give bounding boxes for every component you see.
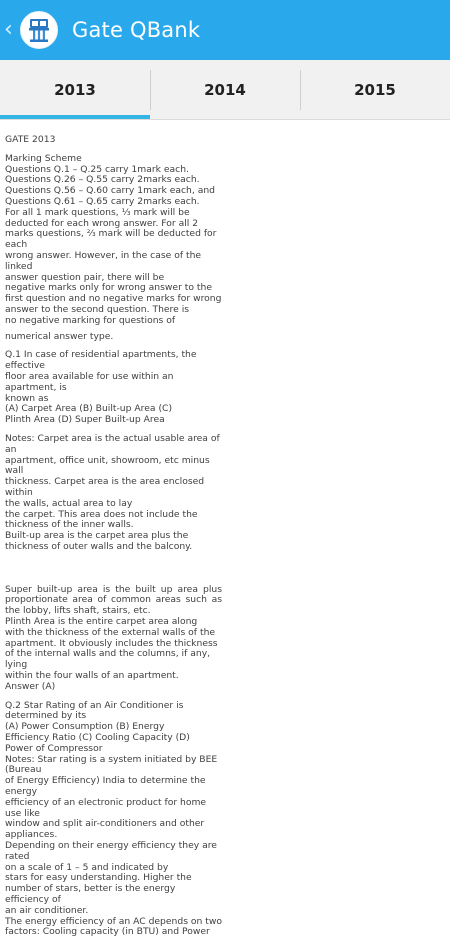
- back-chevron-icon[interactable]: ‹: [4, 17, 13, 42]
- question-1: Q.1 In case of residential apartments, the effective floor area available for use within an apartment, is known as (A) Carpet Area (B) Built-up Area (C) Plinth Area (D) Super Built-up Area: [5, 349, 197, 426]
- tab-2015[interactable]: 2015: [300, 60, 450, 119]
- super-builtup-text: Super built-up area is the built up area plus proportionate area of common areas such as the lobby, lifts shaft, stairs, etc.: [5, 583, 222, 617]
- notes-1: Notes: Carpet area is the actual usable area of an apartment, office unit, showroom, etc minus wall thickness. Carpet area is the area enclosed within the walls, actual area to lay the carpet. This area does not include the thickness of the inner walls. Built-up area is the carpet area plus the thickness of outer walls and the balcony.: [5, 432, 220, 552]
- gate-logo-icon[interactable]: [20, 11, 58, 49]
- app-title: Gate QBank: [72, 18, 201, 42]
- tab-2014[interactable]: 2014: [150, 60, 300, 119]
- plinth-text: Plinth Area is the entire carpet area along with the thickness of the external walls of the apartment. It obviously includes the thickness of the internal walls and the columns, if any, lying within the four walls of an apartment. Answer (A): [5, 616, 218, 692]
- numerical-note: numerical answer type.: [5, 330, 114, 342]
- exam-heading: GATE 2013: [5, 134, 56, 145]
- pillar-icon: [24, 15, 54, 45]
- question-content[interactable]: [0, 121, 450, 938]
- year-tabs: [0, 60, 450, 120]
- app-bar: [0, 0, 450, 60]
- tab-2013[interactable]: 2013: [0, 60, 150, 119]
- marking-scheme: Marking Scheme Questions Q.1 – Q.25 carry 1mark each. Questions Q.26 – Q.55 carry 2marks each. Questions Q.56 – Q.60 carry 1mark each, and Questions Q.61 – Q.65 carry 2marks each. For all 1 mark questions, ⅓ mark will be deducted for each wrong answer. For all 2 marks questions, ⅔ mark will be deducted for each wrong answer. However, in the case of the linked answer question pair, there will be negative marks only for wrong answer to the first question and no negative marks for wrong answer to the second question. There is no negative marking for questions of: [5, 152, 222, 326]
- question-2: Q.2 Star Rating of an Air Conditioner is determined by its (A) Power Consumption (B) Energy Efficiency Ratio (C) Cooling Capacity (D) Power of Compressor Notes: Star rating is a system initiated by BEE (Bureau of Energy Efficiency) India to determine the energy efficiency of an electronic product for home use like window and split air-conditioners and other appliances. Depending on their energy efficiency they are rated on a scale of 1 – 5 and indicated by stars for easy understanding. Higher the number of stars, better is the energy efficiency of an air conditioner. The energy efficiency of an AC depends on two factors: Cooling capacity (in BTU) and Power: [5, 699, 223, 938]
